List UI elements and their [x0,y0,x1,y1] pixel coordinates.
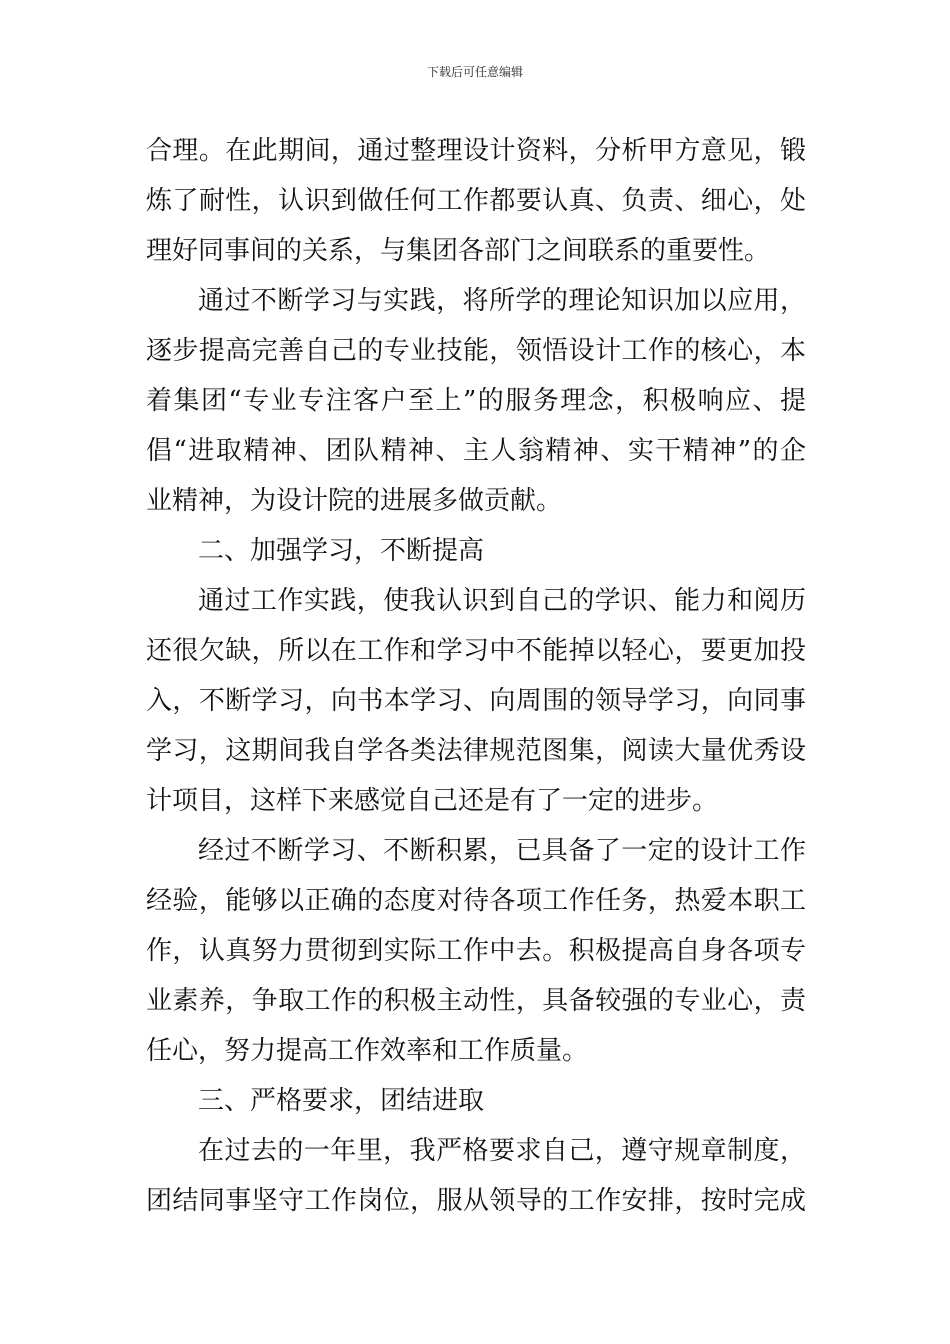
text-line: 学习，这期间我自学各类法律规范图集，阅读大量优秀设 [146,736,806,766]
text-line: 作，认真努力贯彻到实际工作中去。积极提高自身各项专 [146,936,806,966]
text-line: 任心，努力提高工作效率和工作质量。 [146,1036,589,1066]
text-line: 业精神，为设计院的进展多做贡献。 [146,486,563,516]
text-line: 通过工作实践，使我认识到自己的学识、能力和阅历 [198,586,806,616]
text-line: 倡“进取精神、团队精神、主人翁精神、实干精神”的企 [146,436,806,466]
text-line: 团结同事坚守工作岗位，服从领导的工作安排，按时完成 [146,1186,806,1216]
text-line: 着集团“专业专注客户至上”的服务理念，积极响应、提 [146,386,806,416]
text-line: 计项目，这样下来感觉自己还是有了一定的进步。 [146,786,719,816]
text-line: 逐步提高完善自己的专业技能，领悟设计工作的核心，本 [146,336,806,366]
text-line: 三、严格要求，团结进取 [198,1086,485,1116]
text-line: 合理。在此期间，通过整理设计资料，分析甲方意见，锻 [146,136,806,166]
text-line: 二、加强学习，不断提高 [198,536,485,566]
text-line: 经过不断学习、不断积累，已具备了一定的设计工作 [198,836,806,866]
text-line: 在过去的一年里，我严格要求自己，遵守规章制度， [198,1136,806,1166]
text-line: 理好同事间的关系，与集团各部门之间联系的重要性。 [146,236,771,266]
text-line: 入，不断学习，向书本学习、向周围的领导学习，向同事 [146,686,806,716]
text-line: 业素养，争取工作的积极主动性，具备较强的专业心，责 [146,986,806,1016]
text-line: 通过不断学习与实践，将所学的理论知识加以应用， [198,286,806,316]
text-line: 经验，能够以正确的态度对待各项工作任务，热爱本职工 [146,886,806,916]
text-line: 还很欠缺，所以在工作和学习中不能掉以轻心，要更加投 [146,636,806,666]
body-text [146,126,806,1226]
text-line: 炼了耐性，认识到做任何工作都要认真、负责、细心，处 [146,186,806,216]
header-note: 下载后可任意编辑 [426,65,523,79]
